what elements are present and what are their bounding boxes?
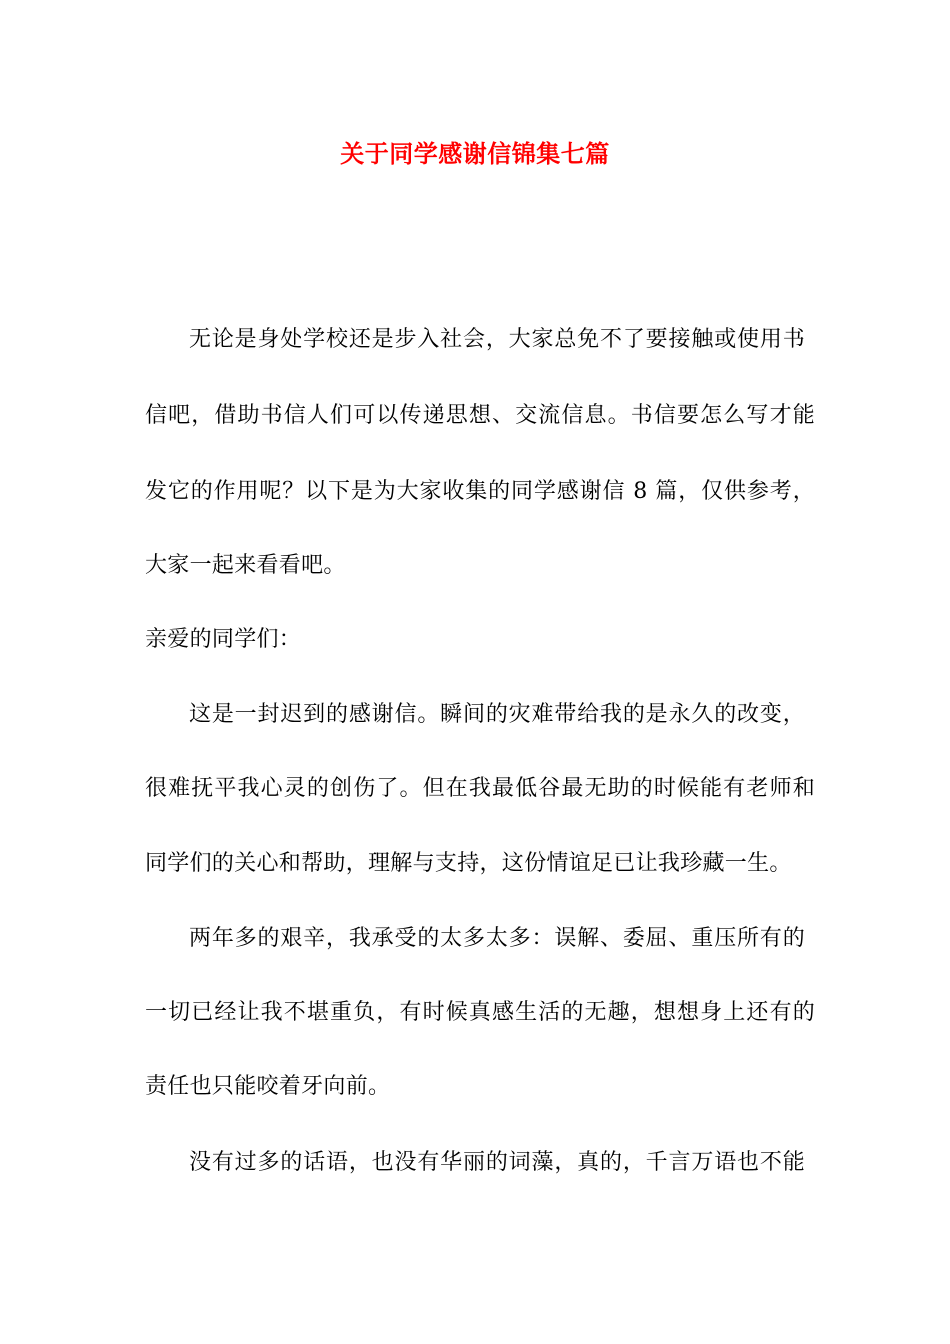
paragraph-line: 大家一起来看看吧。: [145, 553, 346, 578]
paragraph-line: 两年多的艰辛，我承受的太多太多：误解、委屈、重压所有的: [189, 926, 805, 951]
paragraph-line: 责任也只能咬着牙向前。: [145, 1074, 391, 1099]
paragraph-line: 信吧，借助书信人们可以传递思想、交流信息。书信要怎么写才能: [145, 403, 815, 428]
paragraph-line: 这是一封迟到的感谢信。瞬间的灾难带给我的是永久的改变，: [189, 702, 805, 727]
paragraph-line: 一切已经让我不堪重负，有时候真感生活的无趣，想想身上还有的: [145, 1000, 815, 1025]
paragraph-line: 没有过多的话语，也没有华丽的词藻，真的，千言万语也不能: [189, 1150, 805, 1175]
paragraph-line: 很难抚平我心灵的创伤了。但在我最低谷最无助的时候能有老师和: [145, 776, 815, 801]
paragraph-line: 同学们的关心和帮助，理解与支持，这份情谊足已让我珍藏一生。: [145, 851, 792, 876]
salutation-line: 亲爱的同学们：: [145, 627, 302, 652]
paragraph-line: 无论是身处学校还是步入社会，大家总免不了要接触或使用书: [189, 327, 805, 352]
paragraph-line: 发它的作用呢？以下是为大家收集的同学感谢信 8 篇，仅供参考，: [145, 479, 815, 504]
document-title: 关于同学感谢信锦集七篇: [340, 139, 610, 168]
